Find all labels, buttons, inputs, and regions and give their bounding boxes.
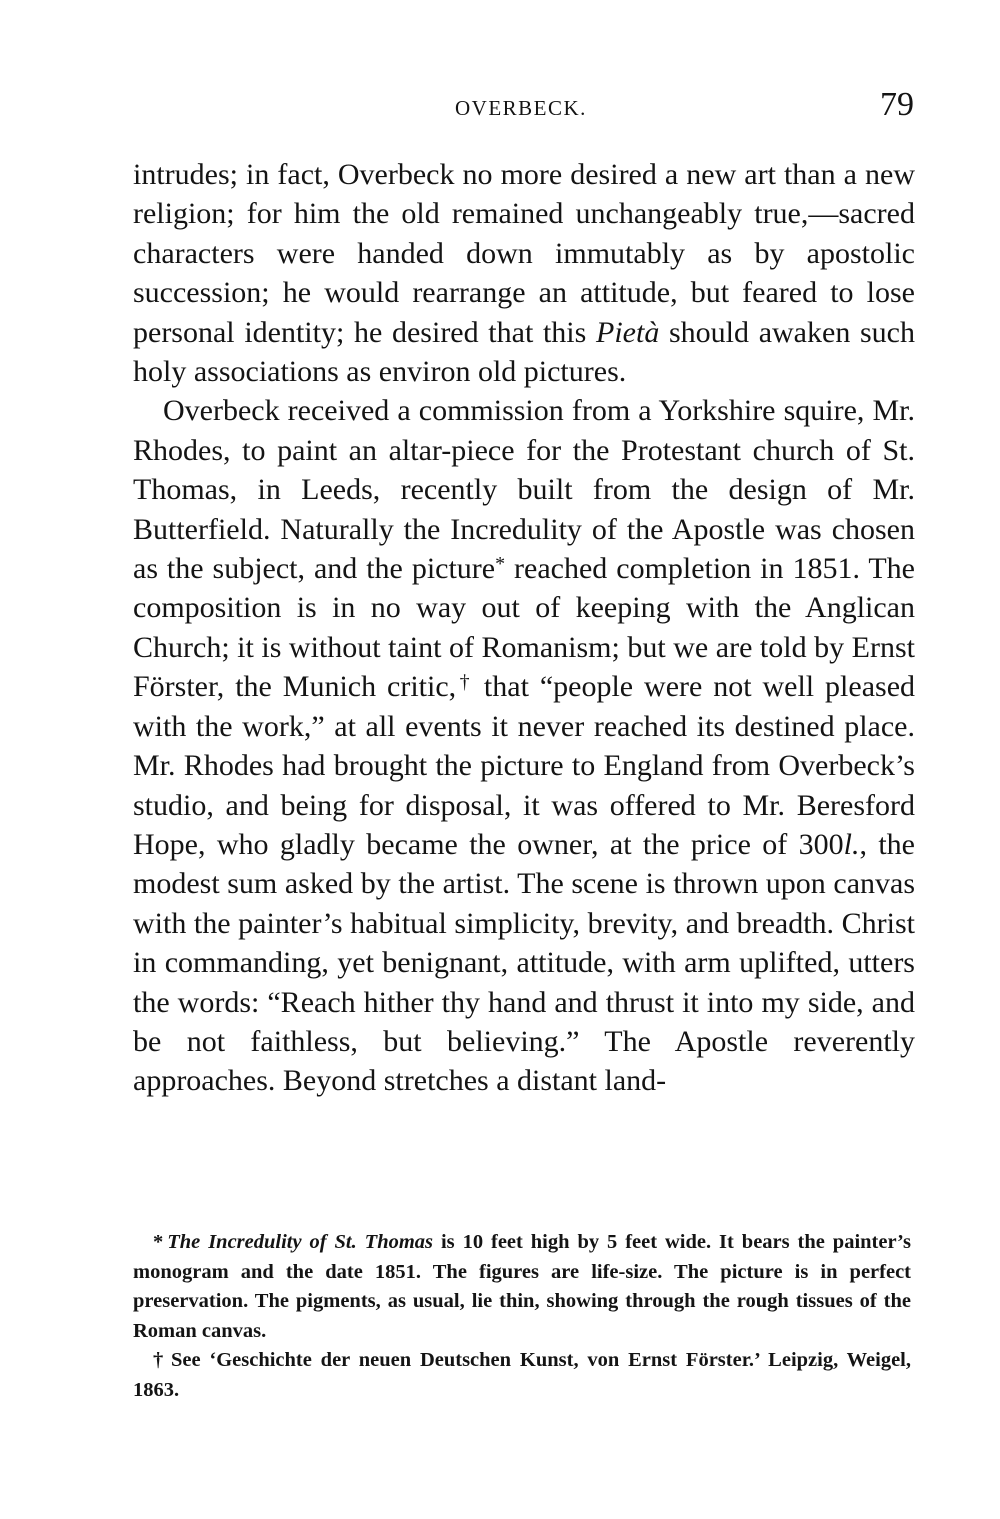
paragraph-2-text-d: , the modest sum asked by the artist. The scene is thrown upon canvas with the painter’s habitual simplicity, brevity, and breadth. Christ in commanding, yet benignant, attitude, with arm uplifted, utters the words: “Reach hither thy hand and thrust it into my side, and be not faithless, but believing.” The Apostle reverently approaches. Beyond stretches a distant land- xyxy=(133,827,915,1098)
running-header xyxy=(0,86,1000,128)
pieta-italic: Pietà xyxy=(596,315,660,349)
footnotes xyxy=(133,1228,911,1405)
paragraph-2-text-a: Overbeck received a commission from a Yorkshire squire, Mr. Rhodes, to paint an altar-piece for the Protestant church of St. Thomas, in Leeds, recently built from the design of Mr. Butterfield. Naturally the Incredulity of the Apostle was chosen as the subject, and the picture xyxy=(133,394,915,586)
paragraph-2 xyxy=(133,391,915,1100)
footnote-1-mark: * xyxy=(153,1231,164,1253)
footnote-ref-dagger: † xyxy=(456,671,473,694)
footnote-2-text: See ‘Geschichte der neuen Deutschen Kunst, von Ernst Förster.’ Leipzig, Weigel, 1863. xyxy=(133,1349,911,1401)
footnote-1 xyxy=(133,1228,911,1346)
footnote-2-mark: † xyxy=(153,1349,167,1371)
page-number: 79 xyxy=(880,86,914,123)
running-title: OVERBECK. xyxy=(455,96,587,120)
paragraph-1-text-a: intrudes; in fact, Overbeck no more desired a new art than a new religion; for him the old remained unchangeably true,—sacred characters were handed down immutably as by apostolic succession; he would rearrange an attitude, but feared to lose personal identity; he desired that this xyxy=(133,158,915,349)
footnote-1-title: The Incredulity of St. Thomas xyxy=(167,1231,434,1253)
pounds-abbrev-italic: l. xyxy=(843,827,860,861)
paragraph-2-text-b: reached completion in 1851. The composition is in no way out of keeping with the Anglican Church; it is without taint of Romanism; but we are told by Ernst Förster, the Munich critic, xyxy=(133,552,916,704)
body-text xyxy=(133,155,915,1101)
paragraph-1 xyxy=(133,155,915,391)
footnote-2 xyxy=(133,1346,911,1405)
footnote-ref-asterisk: * xyxy=(495,553,506,576)
paragraph-1-text-b: should awaken such holy associations as environ old pictures. xyxy=(133,315,915,389)
footnote-1-text: is 10 feet high by 5 feet wide. It bears the painter’s monogram and the date 1851. The figures are life-size. The picture is in perfect preservation. The pigments, as usual, lie thin, showing through the rough tissues of the Roman canvas. xyxy=(133,1231,911,1342)
paragraph-2-text-c: that “people were not well pleased with the work,” at all events it never reached its destined place. Mr. Rhodes had brought the picture to England from Overbeck’s studio, and being for disposal, it was offered to Mr. Beresford Hope, who gladly became the owner, at the price of 300 xyxy=(133,670,916,861)
